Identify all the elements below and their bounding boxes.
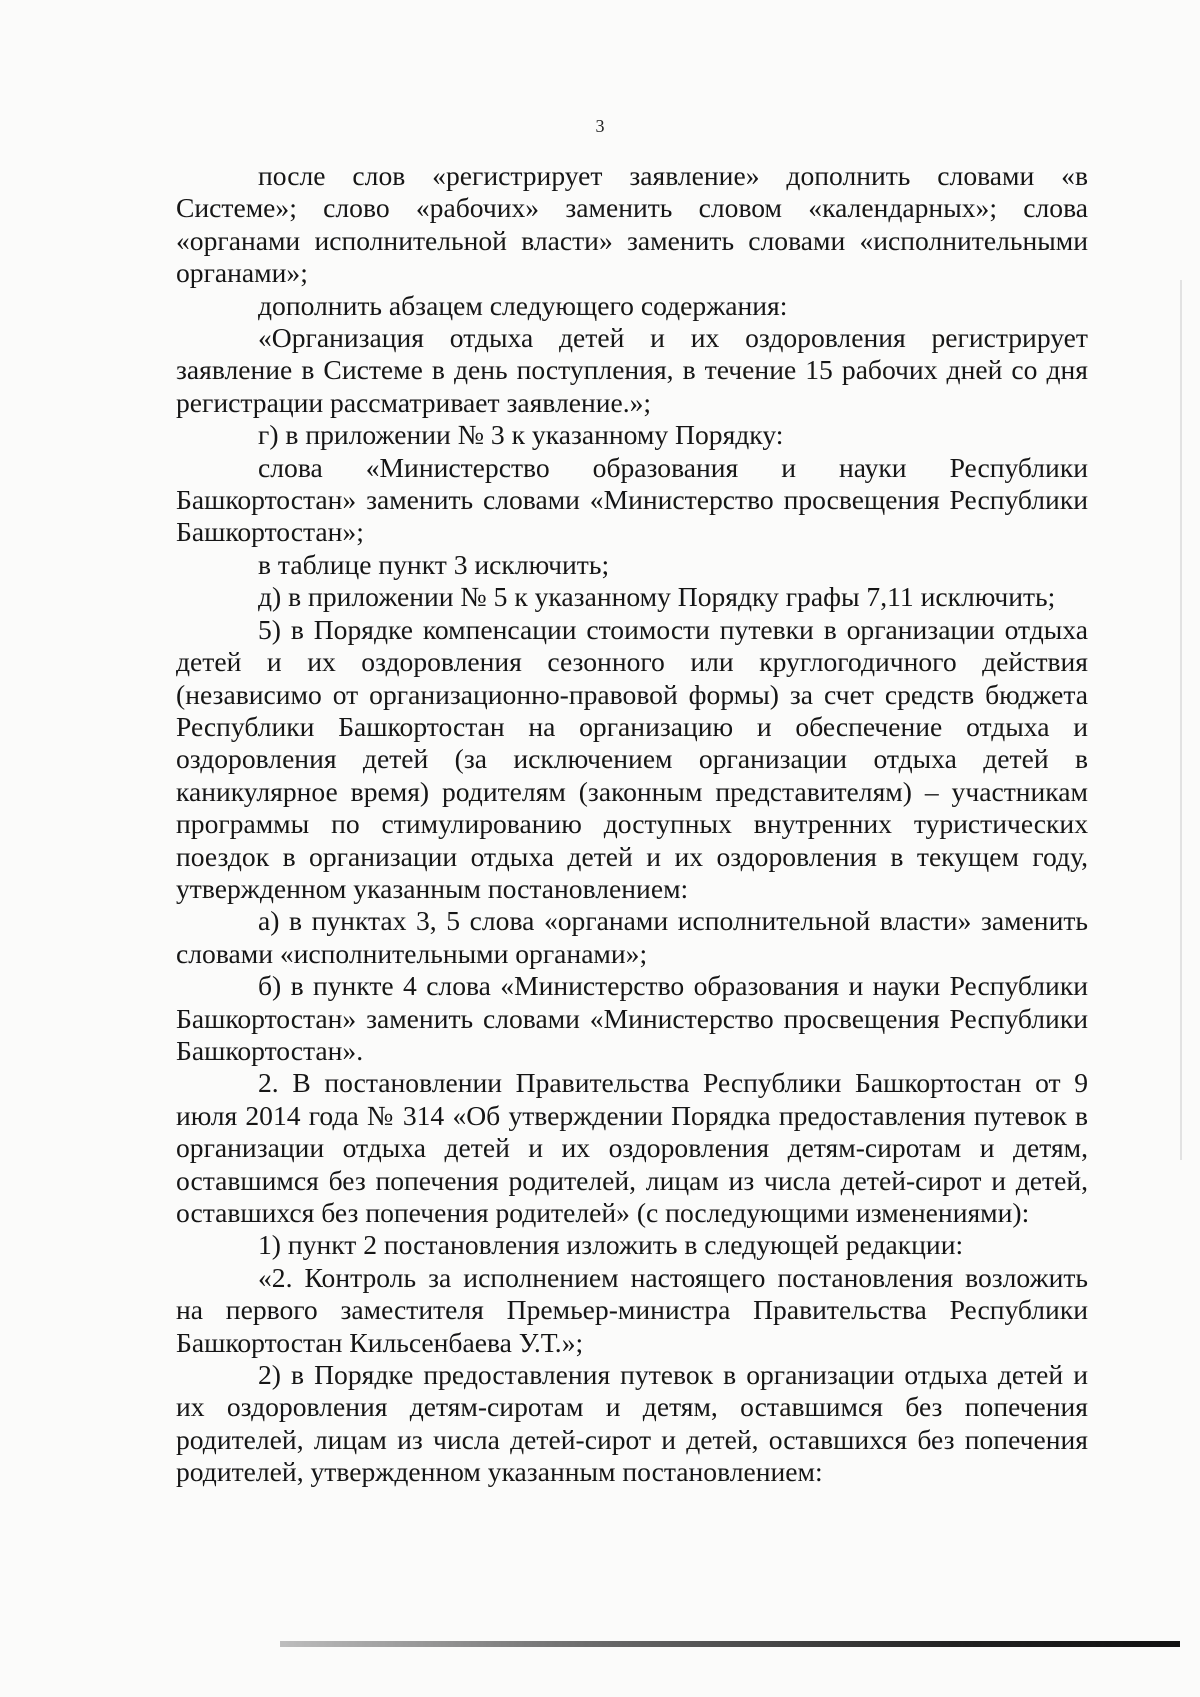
paragraph: слова «Министерство образования и науки Республики Башкортостан» заменить словами «Министерство просвещения Республики Башкортостан»; [176, 451, 1088, 548]
paragraph: «Организация отдыха детей и их оздоровления регистрирует заявление в Системе в день поступления, в течение 15 рабочих дней со дня регистрации рассматривает заявление.»; [176, 322, 1088, 418]
paragraph: 2. В постановлении Правительства Республики Башкортостан от 9 июля 2014 года № 314 «Об утверждении Порядка предоставления путевок в организации отдыха детей и их оздоровления детям-сиротам и детям, оставшимся без попечения родителей, лицам из числа детей-сирот и детей, оставшихся без попечения родителей» (с последующими изменениями): [176, 1067, 1088, 1228]
paragraph: г) в приложении № 3 к указанному Порядку: [258, 419, 784, 451]
scan-edge-mark [1180, 280, 1182, 1160]
paragraph: б) в пункте 4 слова «Министерство образования и науки Республики Башкортостан» заменить словами «Министерство просвещения Республики Башкортостан». [176, 970, 1088, 1066]
paragraph: 5) в Порядке компенсации стоимости путевки в организации отдыха детей и их оздоровления сезонного или круглогодичного действия (независимо от организационно-правовой формы) за счет средств бюджета Республики Башкортостан на организацию и обеспечение отдыха и оздоровления детей (за исключением организации отдыха детей в каникулярное время) родителям (законным представителям) – участникам программы по стимулированию доступных внутренних туристических поездок в организации отдыха детей и их оздоровления в текущем году, утвержденном указанным постановлением: [176, 613, 1088, 904]
paragraph: 1) пункт 2 постановления изложить в следующей редакции: [258, 1229, 964, 1261]
paragraph: в таблице пункт 3 исключить; [258, 548, 610, 580]
paragraph: «2. Контроль за исполнением настоящего постановления возложить на первого заместителя Премьер-министра Правительства Республики Башкортостан Кильсенбаева У.Т.»; [176, 1261, 1088, 1358]
paragraph: после слов «регистрирует заявление» дополнить словами «в Системе»; слово «рабочих» заменить словом «календарных»; слова «органами исполнительной власти» заменить словами «исполнительными органами»; [176, 160, 1088, 289]
scan-bottom-edge [280, 1641, 1180, 1647]
paragraph: дополнить абзацем следующего содержания: [258, 289, 788, 321]
page-number: 3 [595, 116, 605, 136]
paragraph: 2) в Порядке предоставления путевок в организации отдыха детей и их оздоровления детям-сиротам и детям, оставшимся без попечения родителей, лицам из числа детей-сирот и детей, оставшихся без попечения родителей, утвержденном указанным постановлением: [176, 1359, 1088, 1488]
paragraph: д) в приложении № 5 к указанному Порядку графы 7,11 исключить; [258, 581, 1056, 613]
document-body [176, 160, 1088, 1489]
paragraph: а) в пунктах 3, 5 слова «органами исполнительной власти» заменить словами «исполнительными органами»; [176, 905, 1088, 969]
